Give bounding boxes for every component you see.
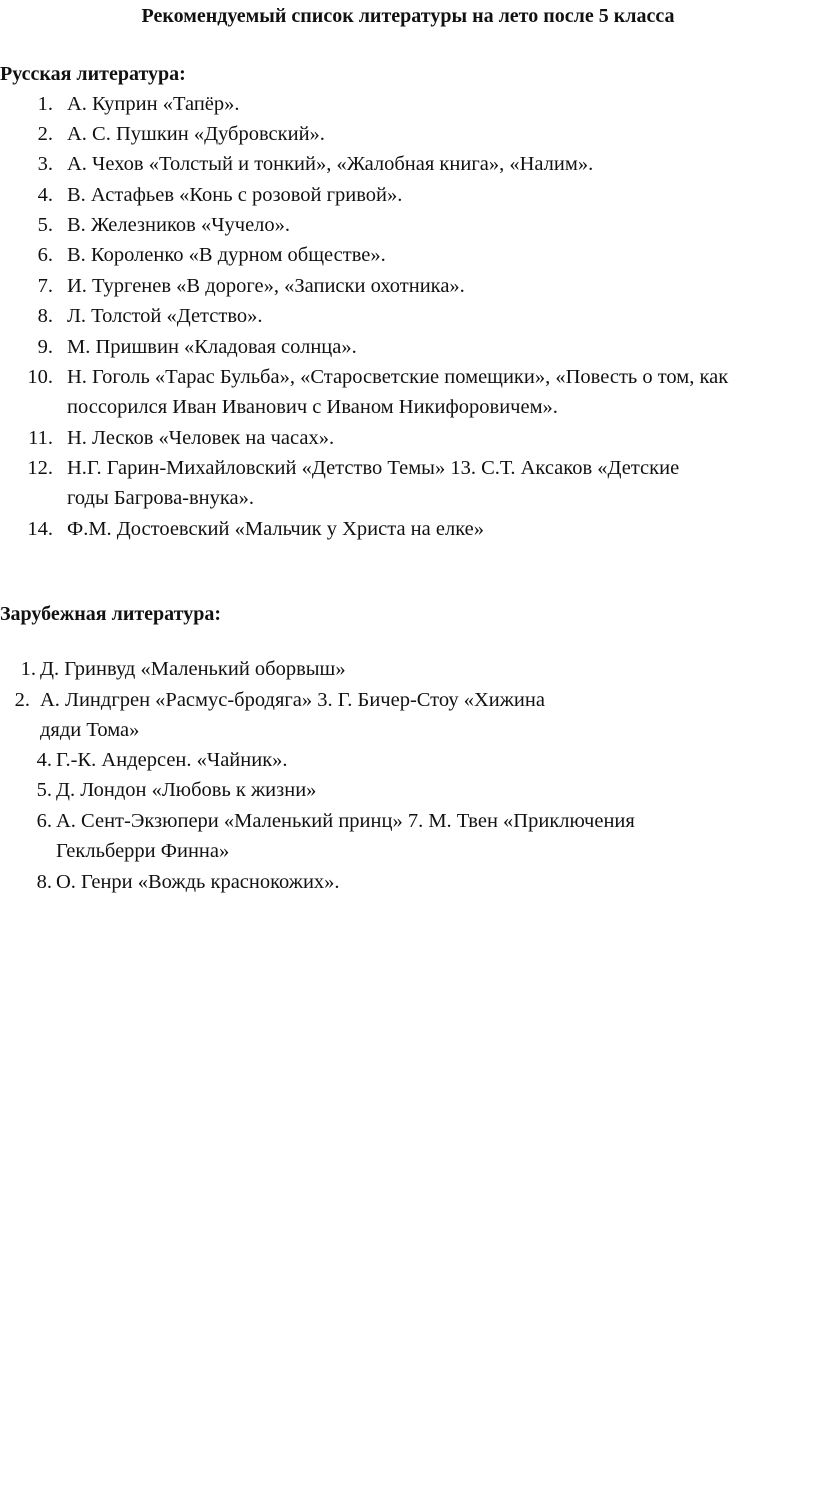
list-item-text: А. Чехов «Толстый и тонкий», «Жалобная книга», «Налим». [67, 153, 594, 175]
list-item-number: 9. [37, 336, 53, 358]
section-heading-foreign: Зарубежная литература: [0, 603, 222, 625]
list-item-number: 6. [37, 244, 53, 266]
list-item-text: А. Линдгрен «Расмус-бродяга» 3. Г. Бичер-Стоу «Хижина [40, 689, 545, 711]
document-title: Рекомендуемый список литературы на лето после 5 класса [141, 5, 675, 27]
list-item-text: В. Астафьев «Конь с розовой гривой». [67, 184, 403, 206]
list-item-text: Г.-К. Андерсен. «Чайник». [56, 749, 288, 771]
list-item-number: 8. [36, 871, 52, 893]
list-item-number: 3. [37, 153, 53, 175]
list-item-text: И. Тургенев «В дороге», «Записки охотника». [67, 275, 465, 297]
list-item-text: М. Пришвин «Кладовая солнца». [67, 336, 357, 358]
list-item-text: А. Куприн «Тапёр». [67, 93, 240, 115]
list-item-text-continued: Гекльберри Финна» [56, 840, 230, 862]
list-item-number: 5. [37, 214, 53, 236]
list-item-number: 14. [27, 518, 53, 540]
list-item-number: 8. [37, 305, 53, 327]
list-item-text: А. Сент-Экзюпери «Маленький принц» 7. М. Твен «Приключения [56, 810, 635, 832]
section-heading-russian: Русская литература: [0, 63, 186, 85]
list-item-number: 6. [36, 810, 52, 832]
list-item-text: Ф.М. Достоевский «Мальчик у Христа на елке» [67, 518, 485, 540]
list-item-text: Н.Г. Гарин-Михайловский «Детство Темы» 13. С.Т. Аксаков «Детские [67, 457, 680, 479]
list-item-number: 11. [28, 427, 53, 449]
list-item-text-continued: дяди Тома» [40, 719, 140, 741]
list-item-text: В. Железников «Чучело». [67, 214, 291, 236]
list-item-number: 4. [37, 184, 53, 206]
list-item-number: 7. [37, 275, 53, 297]
list-item-number: 12. [27, 457, 53, 479]
list-item-text-continued: поссорился Иван Иванович с Иваном Никифоровичем». [67, 396, 558, 418]
list-item-text-continued: годы Багрова-внука». [67, 487, 255, 509]
list-item-number: 2. [37, 123, 53, 145]
list-item-text: В. Короленко «В дурном обществе». [67, 244, 386, 266]
list-item-text: А. С. Пушкин «Дубровский». [67, 123, 325, 145]
list-item-number: 2. [14, 689, 30, 711]
list-item-number: 10. [27, 366, 53, 388]
list-item-text: Н. Гоголь «Тарас Бульба», «Старосветские помещики», «Повесть о том, как [67, 366, 729, 388]
list-item-number: 4. [36, 749, 52, 771]
list-item-text: О. Генри «Вождь краснокожих». [56, 871, 340, 893]
list-item-number: 5. [36, 779, 52, 801]
list-item-text: Л. Толстой «Детство». [67, 305, 263, 327]
list-item-number: 1. [20, 658, 36, 680]
list-item-text: Д. Гринвуд «Маленький оборвыш» [40, 658, 346, 680]
list-item-number: 1. [37, 93, 53, 115]
list-item-text: Д. Лондон «Любовь к жизни» [56, 779, 317, 801]
list-item-text: Н. Лесков «Человек на часах». [67, 427, 335, 449]
